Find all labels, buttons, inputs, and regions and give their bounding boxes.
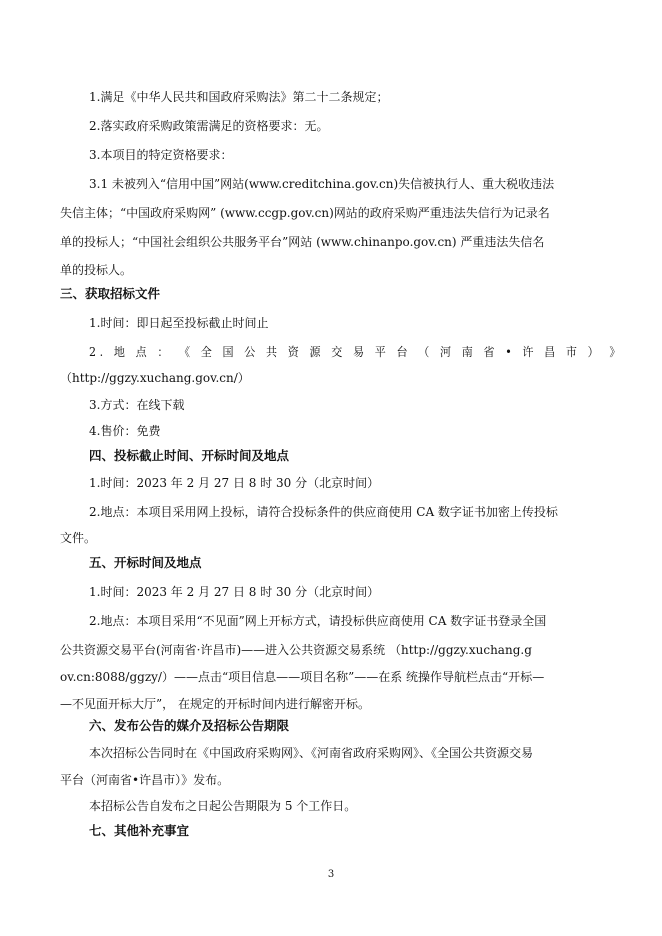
- qualification-item-3-1-line4: 单的投标人。: [60, 263, 133, 277]
- section-4-place-line2: 文件。: [60, 531, 97, 545]
- section-6-line2: 平台（河南省•许昌市）》发布。: [60, 773, 230, 787]
- section-3-method: 3.方式：在线下载: [89, 398, 185, 412]
- section-6-heading: 六、发布公告的媒介及招标公告期限: [89, 718, 290, 733]
- section-4-time: 1.时间：2023 年 2 月 27 日 8 时 30 分（北京时间）: [89, 476, 380, 490]
- section-5-place-line3: ov.cn:8088/ggzy/）——点击“项目信息——项目名称”——在系 统操作导航栏点击“开标—: [60, 670, 545, 684]
- section-3-heading: 三、获取招标文件: [60, 286, 161, 301]
- section-5-place-line2: 公共资源交易平台(河南省·许昌市)——进入公共资源交易系统 （http://ggzy.xuchang.g: [60, 643, 532, 657]
- section-6-line3: 本招标公告自发布之日起公告期限为 5 个工作日。: [89, 799, 357, 813]
- section-3-time: 1.时间：即日起至投标截止时间止: [89, 316, 269, 330]
- section-4-heading: 四、投标截止时间、开标时间及地点: [89, 448, 290, 463]
- qualification-item-3-1-line2: 失信主体；“中国政府采购网” (www.ccgp.gov.cn)网站的政府采购严重违法失信行为记录名: [60, 206, 550, 220]
- qualification-item-3-1-line3: 单的投标人；“中国社会组织公共服务平台”网站 (www.chinanpo.gov.cn) 严重违法失信名: [60, 235, 545, 249]
- section-5-place-line4: —不见面开标大厅”， 在规定的开标时间内进行解密开标。: [60, 697, 370, 711]
- section-6-line1: 本次招标公告同时在《中国政府采购网》、《河南省政府采购网》、《全国公共资源交易: [89, 746, 534, 760]
- qualification-item-2: 2.落实政府采购政策需满足的资格要求：无。: [89, 119, 329, 133]
- qualification-item-1: 1.满足《中华人民共和国政府采购法》第二十二条规定；: [89, 90, 389, 104]
- section-4-place-line1: 2.地点：本项目采用网上投标，请符合投标条件的供应商使用 CA 数字证书加密上传投标: [89, 505, 558, 519]
- section-3-place-line1: 2. 地 点 ： 《 全 国 公 共 资 源 交 易 平 台 （ 河 南 省 • 许 昌 市 ） 》: [89, 345, 625, 359]
- section-7-heading: 七、其他补充事宜: [89, 823, 190, 838]
- page-number: 3: [327, 869, 335, 880]
- section-5-time: 1.时间：2023 年 2 月 27 日 8 时 30 分（北京时间）: [89, 585, 380, 599]
- qualification-item-3-1-line1: 3.1 未被列入“信用中国”网站(www.creditchina.gov.cn)失信被执行人、重大税收违法: [89, 177, 555, 191]
- section-5-heading: 五、开标时间及地点: [89, 555, 202, 570]
- section-5-place-line1: 2.地点：本项目采用“不见面”网上开标方式，请投标供应商使用 CA 数字证书登录全国: [89, 614, 547, 628]
- qualification-item-3: 3.本项目的特定资格要求：: [89, 148, 233, 162]
- section-3-price: 4.售价：免费: [89, 424, 161, 438]
- section-3-place-line2: （http://ggzy.xuchang.gov.cn/）: [60, 371, 250, 385]
